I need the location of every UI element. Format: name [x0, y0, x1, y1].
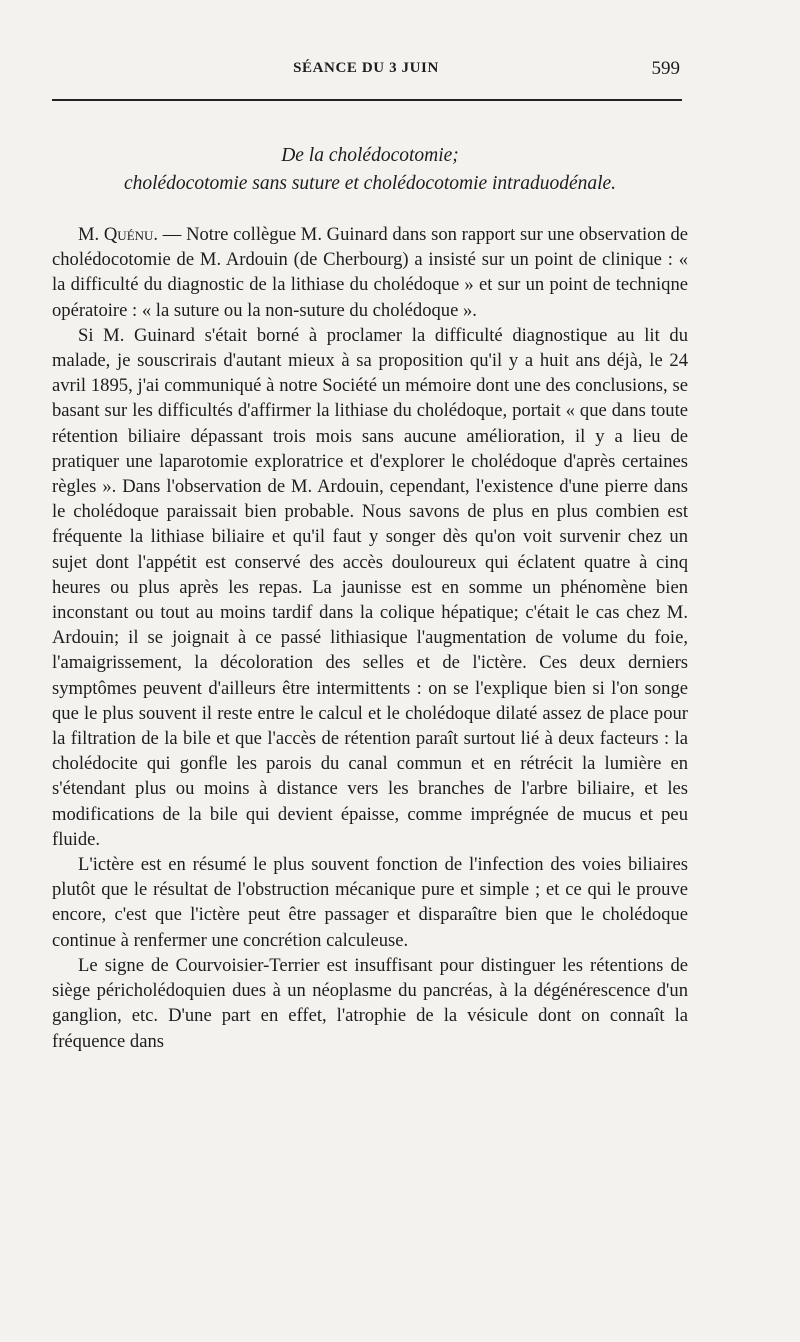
paragraph-1-text: — Notre collègue M. Guinard dans son rapport sur une observation de cholédocotomie de M. Ardouin (de Cherbourg) a insisté sur un point de clinique : « la difficulté du diagnostic de la lithiase du cholédoque » et sur un point de techniqne opératoire : « la suture ou la non-suture du cholédoque ».	[52, 224, 689, 321]
section-title-line-1: De la cholédocotomie;	[281, 145, 459, 166]
page-header	[52, 60, 680, 88]
section-title-line-2: cholédocotomie sans suture et cholédocotomie intraduodénale.	[123, 173, 617, 194]
paragraph-1	[52, 222, 688, 323]
header-rule	[52, 99, 682, 101]
running-head: SÉANCE DU 3 JUIN	[293, 60, 439, 76]
body-text	[52, 222, 688, 1054]
speaker-name: M. Quénu.	[78, 224, 159, 245]
paragraph-4: Le signe de Courvoisier-Terrier est insuffisant pour distinguer les rétentions de siège péricholédoquien dues à un néoplasme du pancréas, à la dégénérescence d'un ganglion, etc. D'une part en effet, l'atrophie de la vésicule dont on connaît la fréquence dans	[52, 954, 688, 1052]
paragraph-2: Si M. Guinard s'était borné à proclamer la difficulté diagnostique au lit du malade, je souscrirais d'autant mieux à sa proposition qu'il y a huit ans déjà, le 24 avril 1895, j'ai communiqué à notre Société un mémoire dont une des conclusions, se basant sur les difficultés d'affirmer la lithiase du cholédoque, portait « que dans toute rétention biliaire dépassant trois mois sans aucune amélioration, il y a lieu de pratiquer une laparotomie exploratrice et d'explorer le cholédoque d'après certaines règles ». Dans l'observation de M. Ardouin, cependant, l'existence d'une pierre dans le cholédoque paraissait bien probable. Nous savons de plus en plus combien est fréquente la lithiase biliaire et qu'il faut y songer dès qu'on voit survenir chez un sujet dont l'appétit est conservé des accès douloureux qui éclatent quatre à cinq heures ou plus après les repas. La jaunisse est en somme un phénomène bien inconstant ou tout au moins tardif dans la colique hépatique; c'était le cas chez M. Ardouin; il se joignait à ce passé lithiasique l'augmentation de volume du foie, l'amaigrissement, la décoloration des selles et de l'ictère. Ces deux derniers symptômes peuvent d'ailleurs être intermittents : on se l'explique bien si l'on songe que le plus souvent il reste entre le calcul et le cholédoque dilaté assez de place pour la filtration de la bile et que l'accès de rétention paraît surtout lié à deux facteurs : la cholédocite qui gonfle les parois du canal commun et en rétrécit la lumière en s'étendant plus ou moins à distance vers les branches de l'arbre biliaire, et les modifications de la bile qui devient épaisse, comme imprégnée de mucus et peu fluide.	[52, 324, 688, 850]
page-number: 599	[651, 58, 680, 79]
section-title	[40, 142, 700, 198]
paragraph-3: L'ictère est en résumé le plus souvent fonction de l'infection des voies biliaires plutôt que le résultat de l'obstruction mécanique pure et simple ; et ce qui le prouve encore, c'est que l'ictère peut être passager et disparaître bien que le cholédoque continue à renfermer une concrétion calculeuse.	[52, 854, 688, 951]
